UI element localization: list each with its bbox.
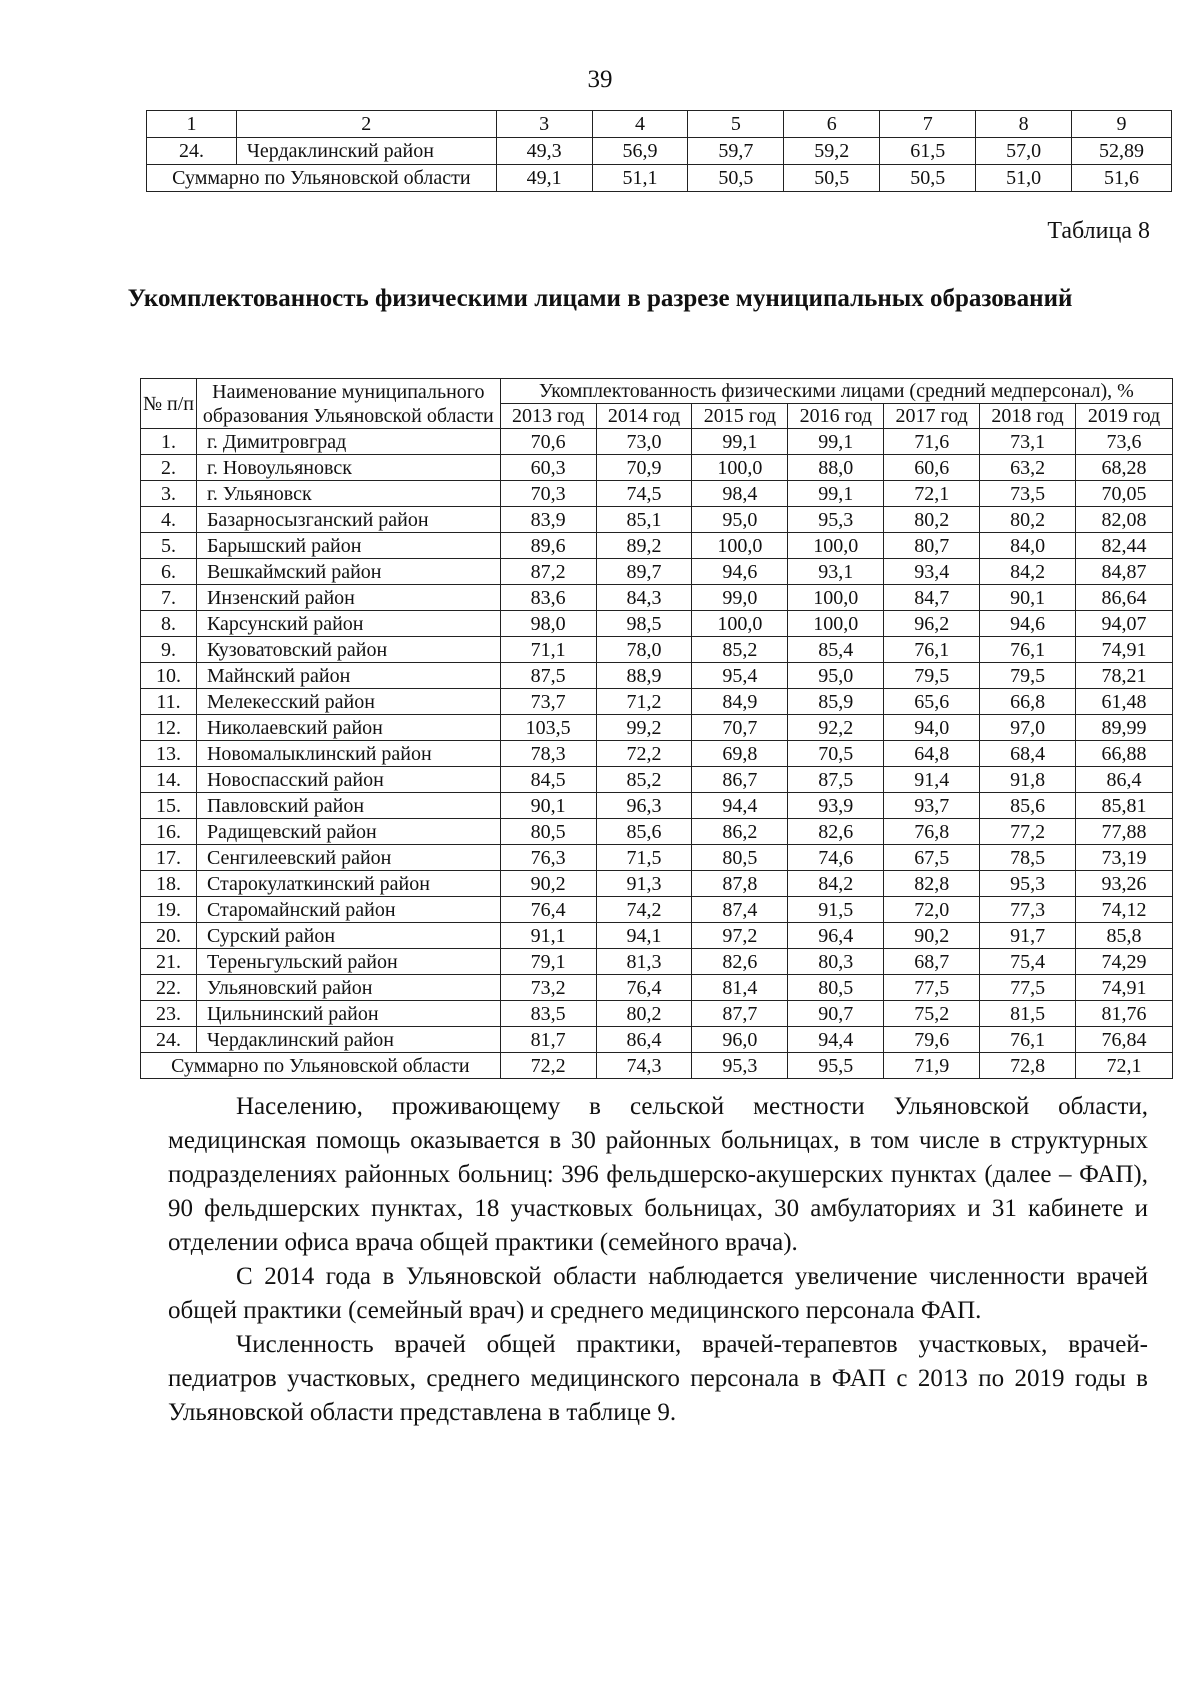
value-cell: 100,0: [788, 611, 884, 637]
value-cell: 98,0: [500, 611, 596, 637]
total-row: [141, 1053, 1173, 1079]
header-cell: 2: [236, 111, 496, 138]
value-cell: 85,4: [788, 637, 884, 663]
value-cell: 64,8: [884, 741, 980, 767]
row-name: Старомайнский район: [196, 897, 500, 923]
value-cell: 95,5: [788, 1053, 884, 1079]
row-number: 24.: [141, 1027, 197, 1053]
table-row: [141, 429, 1173, 455]
value-cell: 80,2: [884, 507, 980, 533]
value-cell: 69,8: [692, 741, 788, 767]
row-number: 13.: [141, 741, 197, 767]
value-cell: 81,5: [980, 1001, 1076, 1027]
value-cell: 75,2: [884, 1001, 980, 1027]
value-cell: 89,99: [1076, 715, 1173, 741]
col-name-header: Наименование муниципального образования Ульяновской области: [196, 379, 500, 429]
row-name: Николаевский район: [196, 715, 500, 741]
row-number: 24.: [147, 138, 237, 165]
value-cell: 90,7: [788, 1001, 884, 1027]
table-row: [141, 741, 1173, 767]
value-cell: 87,4: [692, 897, 788, 923]
value-cell: 72,1: [1076, 1053, 1173, 1079]
value-cell: 96,2: [884, 611, 980, 637]
value-cell: 61,48: [1076, 689, 1173, 715]
value-cell: 73,19: [1076, 845, 1173, 871]
table-row: [141, 949, 1173, 975]
row-number: 22.: [141, 975, 197, 1001]
value-cell: 57,0: [976, 138, 1072, 165]
value-cell: 90,2: [884, 923, 980, 949]
row-number: 1.: [141, 429, 197, 455]
value-cell: 68,4: [980, 741, 1076, 767]
value-cell: 76,1: [980, 1027, 1076, 1053]
value-cell: 74,29: [1076, 949, 1173, 975]
value-cell: 76,3: [500, 845, 596, 871]
value-cell: 83,5: [500, 1001, 596, 1027]
value-cell: 66,8: [980, 689, 1076, 715]
value-cell: 75,4: [980, 949, 1076, 975]
value-cell: 74,12: [1076, 897, 1173, 923]
value-cell: 86,2: [692, 819, 788, 845]
row-number: 16.: [141, 819, 197, 845]
value-cell: 72,2: [500, 1053, 596, 1079]
year-header: 2017 год: [884, 404, 980, 429]
value-cell: 79,5: [884, 663, 980, 689]
table-row: [141, 481, 1173, 507]
value-cell: 84,5: [500, 767, 596, 793]
value-cell: 90,2: [500, 871, 596, 897]
value-cell: 88,9: [596, 663, 692, 689]
value-cell: 80,2: [596, 1001, 692, 1027]
table-row: [141, 767, 1173, 793]
value-cell: 76,8: [884, 819, 980, 845]
value-cell: 61,5: [880, 138, 976, 165]
value-cell: 91,8: [980, 767, 1076, 793]
year-header: 2013 год: [500, 404, 596, 429]
value-cell: 80,5: [692, 845, 788, 871]
row-name: Павловский район: [196, 793, 500, 819]
value-cell: 89,6: [500, 533, 596, 559]
value-cell: 84,2: [788, 871, 884, 897]
table-row: [141, 923, 1173, 949]
header-cell: 5: [688, 111, 784, 138]
value-cell: 72,2: [596, 741, 692, 767]
value-cell: 80,5: [500, 819, 596, 845]
row-number: 20.: [141, 923, 197, 949]
row-number: 7.: [141, 585, 197, 611]
value-cell: 84,3: [596, 585, 692, 611]
header-cell: 9: [1072, 111, 1172, 138]
row-name: г. Димитровград: [196, 429, 500, 455]
value-cell: 94,6: [980, 611, 1076, 637]
value-cell: 74,5: [596, 481, 692, 507]
row-name: Цильнинский район: [196, 1001, 500, 1027]
row-name: г. Ульяновск: [196, 481, 500, 507]
header-cell: 1: [147, 111, 237, 138]
value-cell: 81,7: [500, 1027, 596, 1053]
header-cell: 4: [592, 111, 688, 138]
value-cell: 82,6: [692, 949, 788, 975]
value-cell: 91,4: [884, 767, 980, 793]
value-cell: 84,2: [980, 559, 1076, 585]
table-row: [141, 455, 1173, 481]
row-name: Чердаклинский район: [196, 1027, 500, 1053]
row-name: г. Новоульяновск: [196, 455, 500, 481]
value-cell: 88,0: [788, 455, 884, 481]
value-cell: 50,5: [880, 165, 976, 192]
value-cell: 93,7: [884, 793, 980, 819]
table-row: [141, 975, 1173, 1001]
value-cell: 81,76: [1076, 1001, 1173, 1027]
value-cell: 90,1: [980, 585, 1076, 611]
table-row: [141, 897, 1173, 923]
year-header: 2016 год: [788, 404, 884, 429]
table-row: [141, 819, 1173, 845]
value-cell: 95,3: [692, 1053, 788, 1079]
value-cell: 87,2: [500, 559, 596, 585]
value-cell: 93,9: [788, 793, 884, 819]
table-row: [141, 507, 1173, 533]
value-cell: 95,3: [788, 507, 884, 533]
value-cell: 71,1: [500, 637, 596, 663]
header-cell: 7: [880, 111, 976, 138]
row-name: Старокулаткинский район: [196, 871, 500, 897]
value-cell: 93,26: [1076, 871, 1173, 897]
value-cell: 91,3: [596, 871, 692, 897]
year-header: 2014 год: [596, 404, 692, 429]
year-header: 2019 год: [1076, 404, 1173, 429]
col-num-header: № п/п: [141, 379, 197, 429]
value-cell: 71,9: [884, 1053, 980, 1079]
row-name: Карсунский район: [196, 611, 500, 637]
value-cell: 103,5: [500, 715, 596, 741]
value-cell: 67,5: [884, 845, 980, 871]
value-cell: 72,0: [884, 897, 980, 923]
row-number: 10.: [141, 663, 197, 689]
row-name: Инзенский район: [196, 585, 500, 611]
value-cell: 72,1: [884, 481, 980, 507]
row-number: 17.: [141, 845, 197, 871]
value-cell: 56,9: [592, 138, 688, 165]
value-cell: 94,4: [692, 793, 788, 819]
value-cell: 65,6: [884, 689, 980, 715]
body-text: [168, 1090, 1148, 1430]
value-cell: 100,0: [788, 533, 884, 559]
value-cell: 82,08: [1076, 507, 1173, 533]
table-caption: Таблица 8: [1047, 218, 1150, 244]
value-cell: 96,3: [596, 793, 692, 819]
value-cell: 50,5: [688, 165, 784, 192]
value-cell: 85,2: [596, 767, 692, 793]
value-cell: 79,5: [980, 663, 1076, 689]
value-cell: 85,8: [1076, 923, 1173, 949]
value-cell: 77,5: [980, 975, 1076, 1001]
continuation-table: [146, 110, 1172, 192]
table-row: [147, 138, 1172, 165]
row-number: 23.: [141, 1001, 197, 1027]
value-cell: 76,1: [980, 637, 1076, 663]
row-number: 5.: [141, 533, 197, 559]
value-cell: 73,0: [596, 429, 692, 455]
value-cell: 91,5: [788, 897, 884, 923]
value-cell: 70,7: [692, 715, 788, 741]
value-cell: 76,4: [596, 975, 692, 1001]
value-cell: 70,9: [596, 455, 692, 481]
row-name: Новоспасский район: [196, 767, 500, 793]
value-cell: 86,64: [1076, 585, 1173, 611]
value-cell: 74,3: [596, 1053, 692, 1079]
table-row: [141, 1027, 1173, 1053]
header-cell: 3: [496, 111, 592, 138]
table-row: [141, 559, 1173, 585]
row-number: 6.: [141, 559, 197, 585]
value-cell: 89,7: [596, 559, 692, 585]
value-cell: 78,5: [980, 845, 1076, 871]
row-name: Радищевский район: [196, 819, 500, 845]
row-number: 18.: [141, 871, 197, 897]
row-name: Мелекесский район: [196, 689, 500, 715]
table-row: [141, 871, 1173, 897]
table-row: [141, 585, 1173, 611]
value-cell: 80,2: [980, 507, 1076, 533]
total-label: Суммарно по Ульяновской области: [147, 165, 497, 192]
value-cell: 77,88: [1076, 819, 1173, 845]
value-cell: 87,7: [692, 1001, 788, 1027]
value-cell: 49,1: [496, 165, 592, 192]
value-cell: 68,28: [1076, 455, 1173, 481]
value-cell: 52,89: [1072, 138, 1172, 165]
value-cell: 70,05: [1076, 481, 1173, 507]
value-cell: 97,0: [980, 715, 1076, 741]
value-cell: 73,5: [980, 481, 1076, 507]
value-cell: 85,9: [788, 689, 884, 715]
row-number: 8.: [141, 611, 197, 637]
value-cell: 60,6: [884, 455, 980, 481]
row-number: 12.: [141, 715, 197, 741]
year-header: 2018 год: [980, 404, 1076, 429]
value-cell: 95,0: [788, 663, 884, 689]
table-row: [141, 845, 1173, 871]
table-row: [141, 611, 1173, 637]
value-cell: 79,6: [884, 1027, 980, 1053]
row-name: Сурский район: [196, 923, 500, 949]
table-row: [141, 793, 1173, 819]
value-cell: 99,1: [788, 429, 884, 455]
row-number: 3.: [141, 481, 197, 507]
value-cell: 78,0: [596, 637, 692, 663]
value-cell: 70,6: [500, 429, 596, 455]
table-title: Укомплектованность физическими лицами в разрезе муниципальных образований: [127, 285, 1073, 312]
value-cell: 98,5: [596, 611, 692, 637]
value-cell: 95,4: [692, 663, 788, 689]
paragraph-2: С 2014 года в Ульяновской области наблюдается увеличение численности врачей общей практики (семейный врач) и среднего медицинского персонала ФАП.: [168, 1263, 1148, 1324]
value-cell: 76,4: [500, 897, 596, 923]
value-cell: 100,0: [788, 585, 884, 611]
row-name: Сенгилеевский район: [196, 845, 500, 871]
table-row: [141, 715, 1173, 741]
row-number: 21.: [141, 949, 197, 975]
value-cell: 49,3: [496, 138, 592, 165]
value-cell: 78,21: [1076, 663, 1173, 689]
row-number: 2.: [141, 455, 197, 481]
row-number: 9.: [141, 637, 197, 663]
row-name: Базарносызганский район: [196, 507, 500, 533]
table-row: [141, 637, 1173, 663]
value-cell: 71,5: [596, 845, 692, 871]
value-cell: 94,1: [596, 923, 692, 949]
value-cell: 51,1: [592, 165, 688, 192]
row-number: 4.: [141, 507, 197, 533]
value-cell: 99,1: [788, 481, 884, 507]
row-name: Ульяновский район: [196, 975, 500, 1001]
value-cell: 87,5: [500, 663, 596, 689]
value-cell: 96,4: [788, 923, 884, 949]
row-number: 11.: [141, 689, 197, 715]
row-name: Кузоватовский район: [196, 637, 500, 663]
value-cell: 95,3: [980, 871, 1076, 897]
value-cell: 72,8: [980, 1053, 1076, 1079]
value-cell: 85,6: [596, 819, 692, 845]
value-cell: 87,8: [692, 871, 788, 897]
value-cell: 73,7: [500, 689, 596, 715]
value-cell: 66,88: [1076, 741, 1173, 767]
value-cell: 77,5: [884, 975, 980, 1001]
row-name: Тереньгульский район: [196, 949, 500, 975]
value-cell: 70,3: [500, 481, 596, 507]
value-cell: 74,6: [788, 845, 884, 871]
value-cell: 77,2: [980, 819, 1076, 845]
value-cell: 74,2: [596, 897, 692, 923]
value-cell: 97,2: [692, 923, 788, 949]
value-cell: 81,4: [692, 975, 788, 1001]
value-cell: 98,4: [692, 481, 788, 507]
value-cell: 71,6: [884, 429, 980, 455]
value-cell: 84,9: [692, 689, 788, 715]
value-cell: 91,1: [500, 923, 596, 949]
row-name: Чердаклинский район: [236, 138, 496, 165]
value-cell: 90,1: [500, 793, 596, 819]
value-cell: 100,0: [692, 455, 788, 481]
value-cell: 86,4: [1076, 767, 1173, 793]
paragraph-3: Численность врачей общей практики, врачей-терапевтов участковых, врачей-педиатров участковых, среднего медицинского персонала в ФАП с 2013 по 2019 годы в Ульяновской области представлена в таблице 9.: [168, 1331, 1148, 1426]
value-cell: 94,07: [1076, 611, 1173, 637]
page-number: 39: [587, 66, 613, 93]
value-cell: 91,7: [980, 923, 1076, 949]
value-cell: 77,3: [980, 897, 1076, 923]
table-row: [141, 689, 1173, 715]
total-row: [147, 165, 1172, 192]
value-cell: 73,1: [980, 429, 1076, 455]
value-cell: 84,87: [1076, 559, 1173, 585]
value-cell: 87,5: [788, 767, 884, 793]
value-cell: 70,5: [788, 741, 884, 767]
value-cell: 73,6: [1076, 429, 1173, 455]
value-cell: 93,4: [884, 559, 980, 585]
value-cell: 92,2: [788, 715, 884, 741]
row-number: 14.: [141, 767, 197, 793]
paragraph-1: Населению, проживающему в сельской местности Ульяновской области, медицинская помощь оказывается в 30 районных больницах, в том числе в структурных подразделениях районных больниц: 396 фельдшерско-акушерских пунктах (далее – ФАП), 90 фельдшерских пунктах, 18 участковых больницах, 30 амбулаториях и 31 кабинете и отделении офиса врача общей практики (семейного врача).: [168, 1093, 1148, 1256]
value-cell: 63,2: [980, 455, 1076, 481]
table-row: [141, 1001, 1173, 1027]
value-cell: 60,3: [500, 455, 596, 481]
value-cell: 78,3: [500, 741, 596, 767]
value-cell: 89,2: [596, 533, 692, 559]
value-cell: 85,1: [596, 507, 692, 533]
header-cell: 8: [976, 111, 1072, 138]
value-cell: 95,0: [692, 507, 788, 533]
value-cell: 81,3: [596, 949, 692, 975]
value-cell: 82,8: [884, 871, 980, 897]
year-header: 2015 год: [692, 404, 788, 429]
value-cell: 83,6: [500, 585, 596, 611]
value-cell: 85,6: [980, 793, 1076, 819]
value-cell: 80,5: [788, 975, 884, 1001]
total-label: Суммарно по Ульяновской области: [141, 1053, 501, 1079]
value-cell: 94,0: [884, 715, 980, 741]
value-cell: 86,7: [692, 767, 788, 793]
value-cell: 76,84: [1076, 1027, 1173, 1053]
value-cell: 100,0: [692, 611, 788, 637]
value-cell: 74,91: [1076, 637, 1173, 663]
value-cell: 96,0: [692, 1027, 788, 1053]
row-name: Барышский район: [196, 533, 500, 559]
header-cell: 6: [784, 111, 880, 138]
value-cell: 99,0: [692, 585, 788, 611]
row-number: 19.: [141, 897, 197, 923]
value-cell: 93,1: [788, 559, 884, 585]
value-cell: 50,5: [784, 165, 880, 192]
value-cell: 100,0: [692, 533, 788, 559]
row-number: 15.: [141, 793, 197, 819]
value-cell: 86,4: [596, 1027, 692, 1053]
value-cell: 80,7: [884, 533, 980, 559]
table-row: [141, 663, 1173, 689]
value-cell: 51,0: [976, 165, 1072, 192]
value-cell: 85,81: [1076, 793, 1173, 819]
value-cell: 59,2: [784, 138, 880, 165]
value-cell: 76,1: [884, 637, 980, 663]
table-row: [141, 533, 1173, 559]
value-cell: 84,7: [884, 585, 980, 611]
row-name: Вешкаймский район: [196, 559, 500, 585]
value-cell: 74,91: [1076, 975, 1173, 1001]
value-cell: 82,6: [788, 819, 884, 845]
main-table: [140, 378, 1173, 1079]
table-row: [147, 111, 1172, 138]
value-cell: 85,2: [692, 637, 788, 663]
value-cell: 99,2: [596, 715, 692, 741]
value-cell: 82,44: [1076, 533, 1173, 559]
col-group-header: Укомплектованность физическими лицами (средний медперсонал), %: [500, 379, 1172, 404]
value-cell: 80,3: [788, 949, 884, 975]
value-cell: 83,9: [500, 507, 596, 533]
value-cell: 71,2: [596, 689, 692, 715]
value-cell: 73,2: [500, 975, 596, 1001]
value-cell: 84,0: [980, 533, 1076, 559]
value-cell: 59,7: [688, 138, 784, 165]
value-cell: 99,1: [692, 429, 788, 455]
value-cell: 94,4: [788, 1027, 884, 1053]
row-name: Новомалыклинский район: [196, 741, 500, 767]
value-cell: 79,1: [500, 949, 596, 975]
row-name: Майнский район: [196, 663, 500, 689]
value-cell: 94,6: [692, 559, 788, 585]
value-cell: 51,6: [1072, 165, 1172, 192]
value-cell: 68,7: [884, 949, 980, 975]
